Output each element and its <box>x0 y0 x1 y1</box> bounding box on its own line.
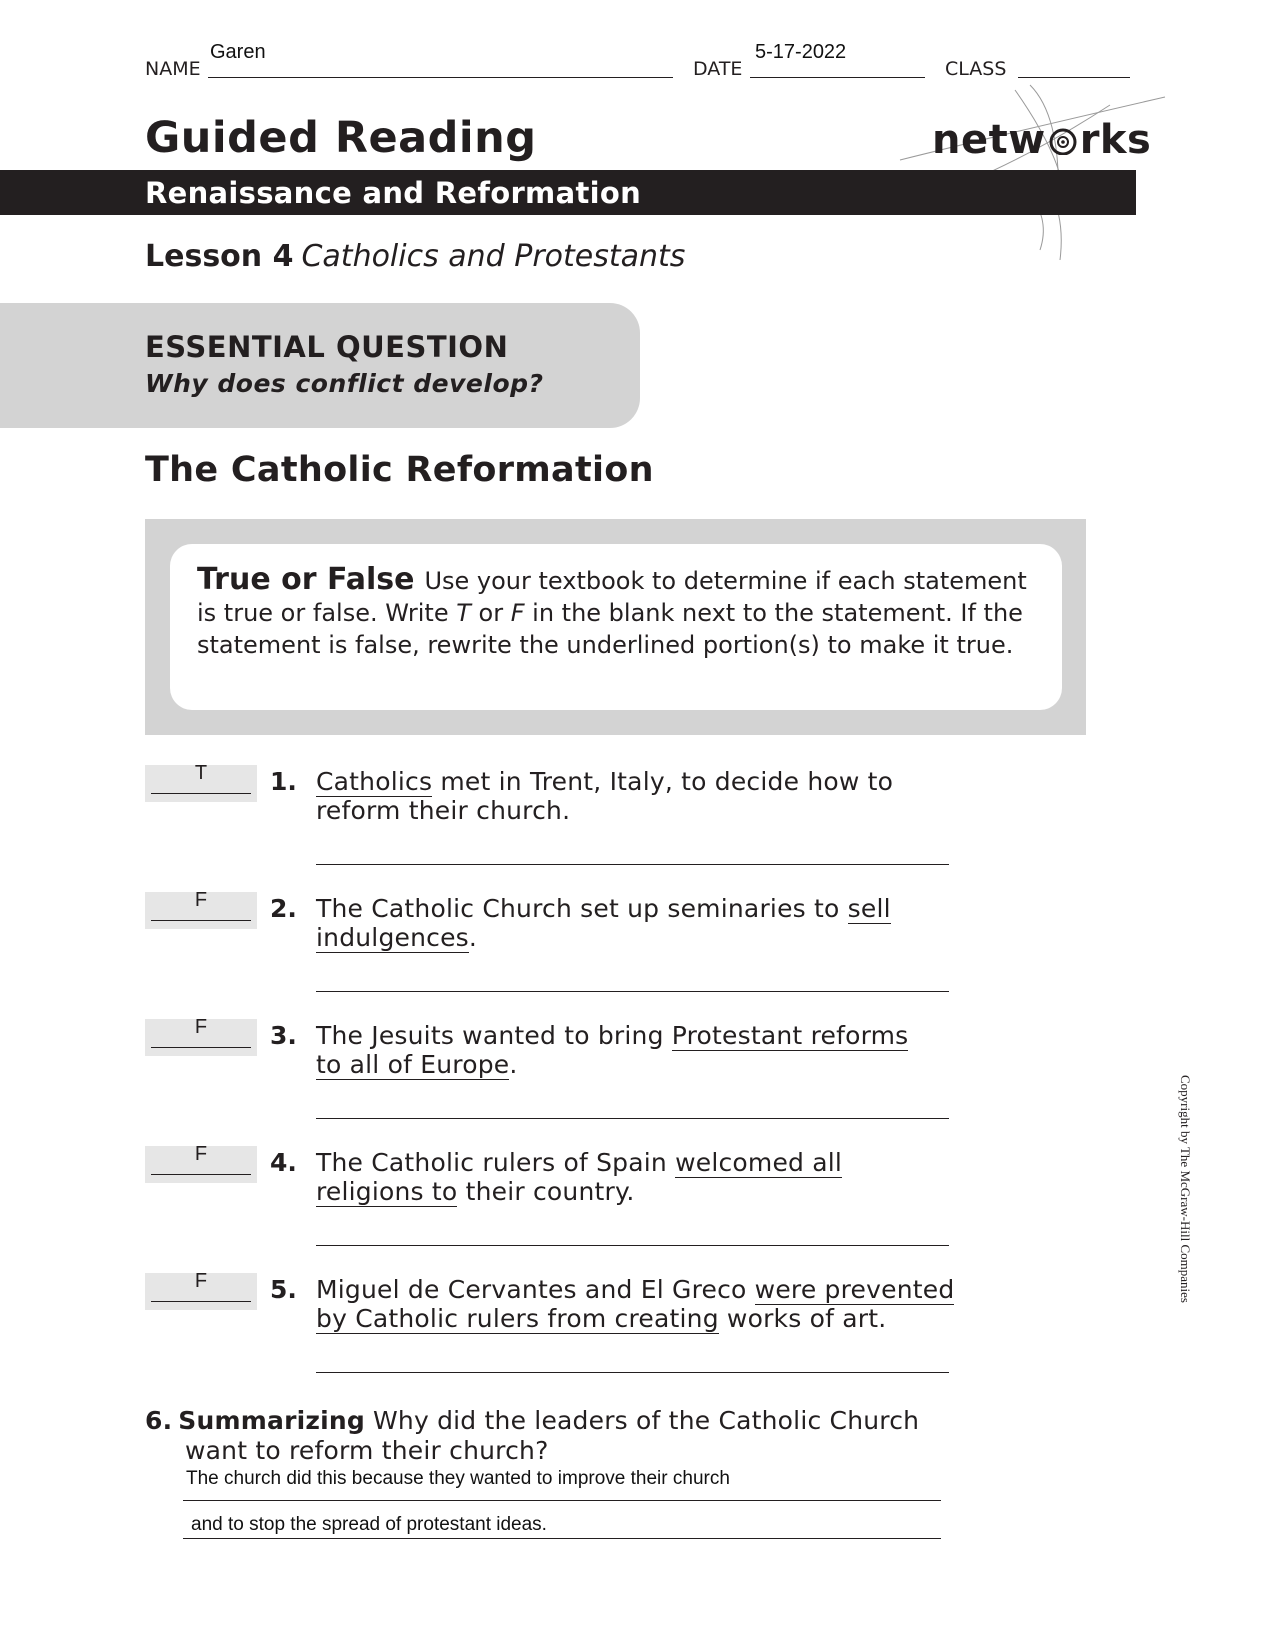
section-title: The Catholic Reformation <box>145 450 654 490</box>
essential-question-heading: ESSENTIAL QUESTION <box>145 330 509 364</box>
lesson-title: Catholics and Protestants <box>301 239 686 274</box>
instructions-panel <box>170 544 1062 710</box>
underlined-portion-3: Protestant reforms to all of Europe <box>316 1021 909 1079</box>
networks-logo: netw rks <box>932 117 1152 163</box>
name-field[interactable]: Garen <box>210 41 266 63</box>
summary-line-1 <box>183 1500 941 1501</box>
lesson-label: Lesson 4 <box>145 239 294 274</box>
question-number-6: 6. <box>145 1406 173 1435</box>
logo-target-icon <box>1046 119 1080 149</box>
summary-question: 6. Summarizing Why did the leaders of the Catholic Church want to reform their church? <box>145 1406 920 1465</box>
page-title: Guided Reading <box>145 113 537 163</box>
rewrite-line-5[interactable] <box>316 1372 949 1373</box>
essential-question-box <box>0 303 640 428</box>
essential-question-text: Why does conflict develop? <box>145 369 544 398</box>
question-number-5: 5. <box>270 1275 297 1304</box>
summary-line-2 <box>183 1538 941 1539</box>
name-label: NAME <box>145 58 201 80</box>
underlined-portion-2: sell indulgences <box>316 894 891 952</box>
instructions-text: True or False Use your textbook to determine if each statement is true or false. Write T or F in the blank next to the statement. If the statement is false, rewrite the underlined portion(s) to make it true. <box>197 562 1027 659</box>
underlined-portion-5: were prevented by Catholic rulers from creating <box>316 1275 955 1333</box>
rewrite-line-4[interactable] <box>316 1245 949 1246</box>
summary-answer-line-1[interactable]: The church did this because they wanted to improve their church <box>186 1468 730 1489</box>
question-text-3: The Jesuits wanted to bring Protestant reforms to all of Europe. <box>316 1021 909 1079</box>
date-label: DATE <box>693 58 743 80</box>
question-number-3: 3. <box>270 1021 297 1050</box>
question-number-4: 4. <box>270 1148 297 1177</box>
question-text-2: The Catholic Church set up seminaries to sell indulgences. <box>316 894 891 952</box>
question-text-4: The Catholic rulers of Spain welcomed all religions to their country. <box>316 1148 843 1206</box>
class-line <box>1018 77 1130 78</box>
title-band <box>0 170 1136 215</box>
copyright-notice: Copyright by The McGraw-Hill Companies <box>1178 1075 1193 1303</box>
rewrite-line-1[interactable] <box>316 864 949 865</box>
question-number-1: 1. <box>270 767 297 796</box>
lesson-heading <box>145 239 685 274</box>
date-field[interactable]: 5-17-2022 <box>755 41 847 63</box>
answer-blank-3[interactable]: F <box>145 1019 257 1056</box>
question-number-2: 2. <box>270 894 297 923</box>
date-line <box>750 77 925 78</box>
summary-answer-line-2[interactable]: and to stop the spread of protestant ideas. <box>191 1514 547 1535</box>
rewrite-line-2[interactable] <box>316 991 949 992</box>
band-title: Renaissance and Reformation <box>145 176 642 210</box>
class-label: CLASS <box>945 58 1007 80</box>
underlined-portion-4: welcomed all religions to <box>316 1148 843 1206</box>
answer-blank-1[interactable]: T <box>145 765 257 802</box>
summary-lead: Summarizing <box>178 1406 365 1435</box>
answer-blank-4[interactable]: F <box>145 1146 257 1183</box>
question-text-5: Miguel de Cervantes and El Greco were prevented by Catholic rulers from creating works of art. <box>316 1275 955 1333</box>
question-text-1: Catholics met in Trent, Italy, to decide how to reform their church. <box>316 767 894 825</box>
rewrite-line-3[interactable] <box>316 1118 949 1119</box>
answer-blank-5[interactable]: F <box>145 1273 257 1310</box>
underlined-portion-1: Catholics <box>316 767 433 796</box>
instructions-lead: True or False <box>197 562 415 597</box>
name-line <box>208 77 673 78</box>
answer-blank-2[interactable]: F <box>145 892 257 929</box>
instructions-box <box>145 519 1086 735</box>
